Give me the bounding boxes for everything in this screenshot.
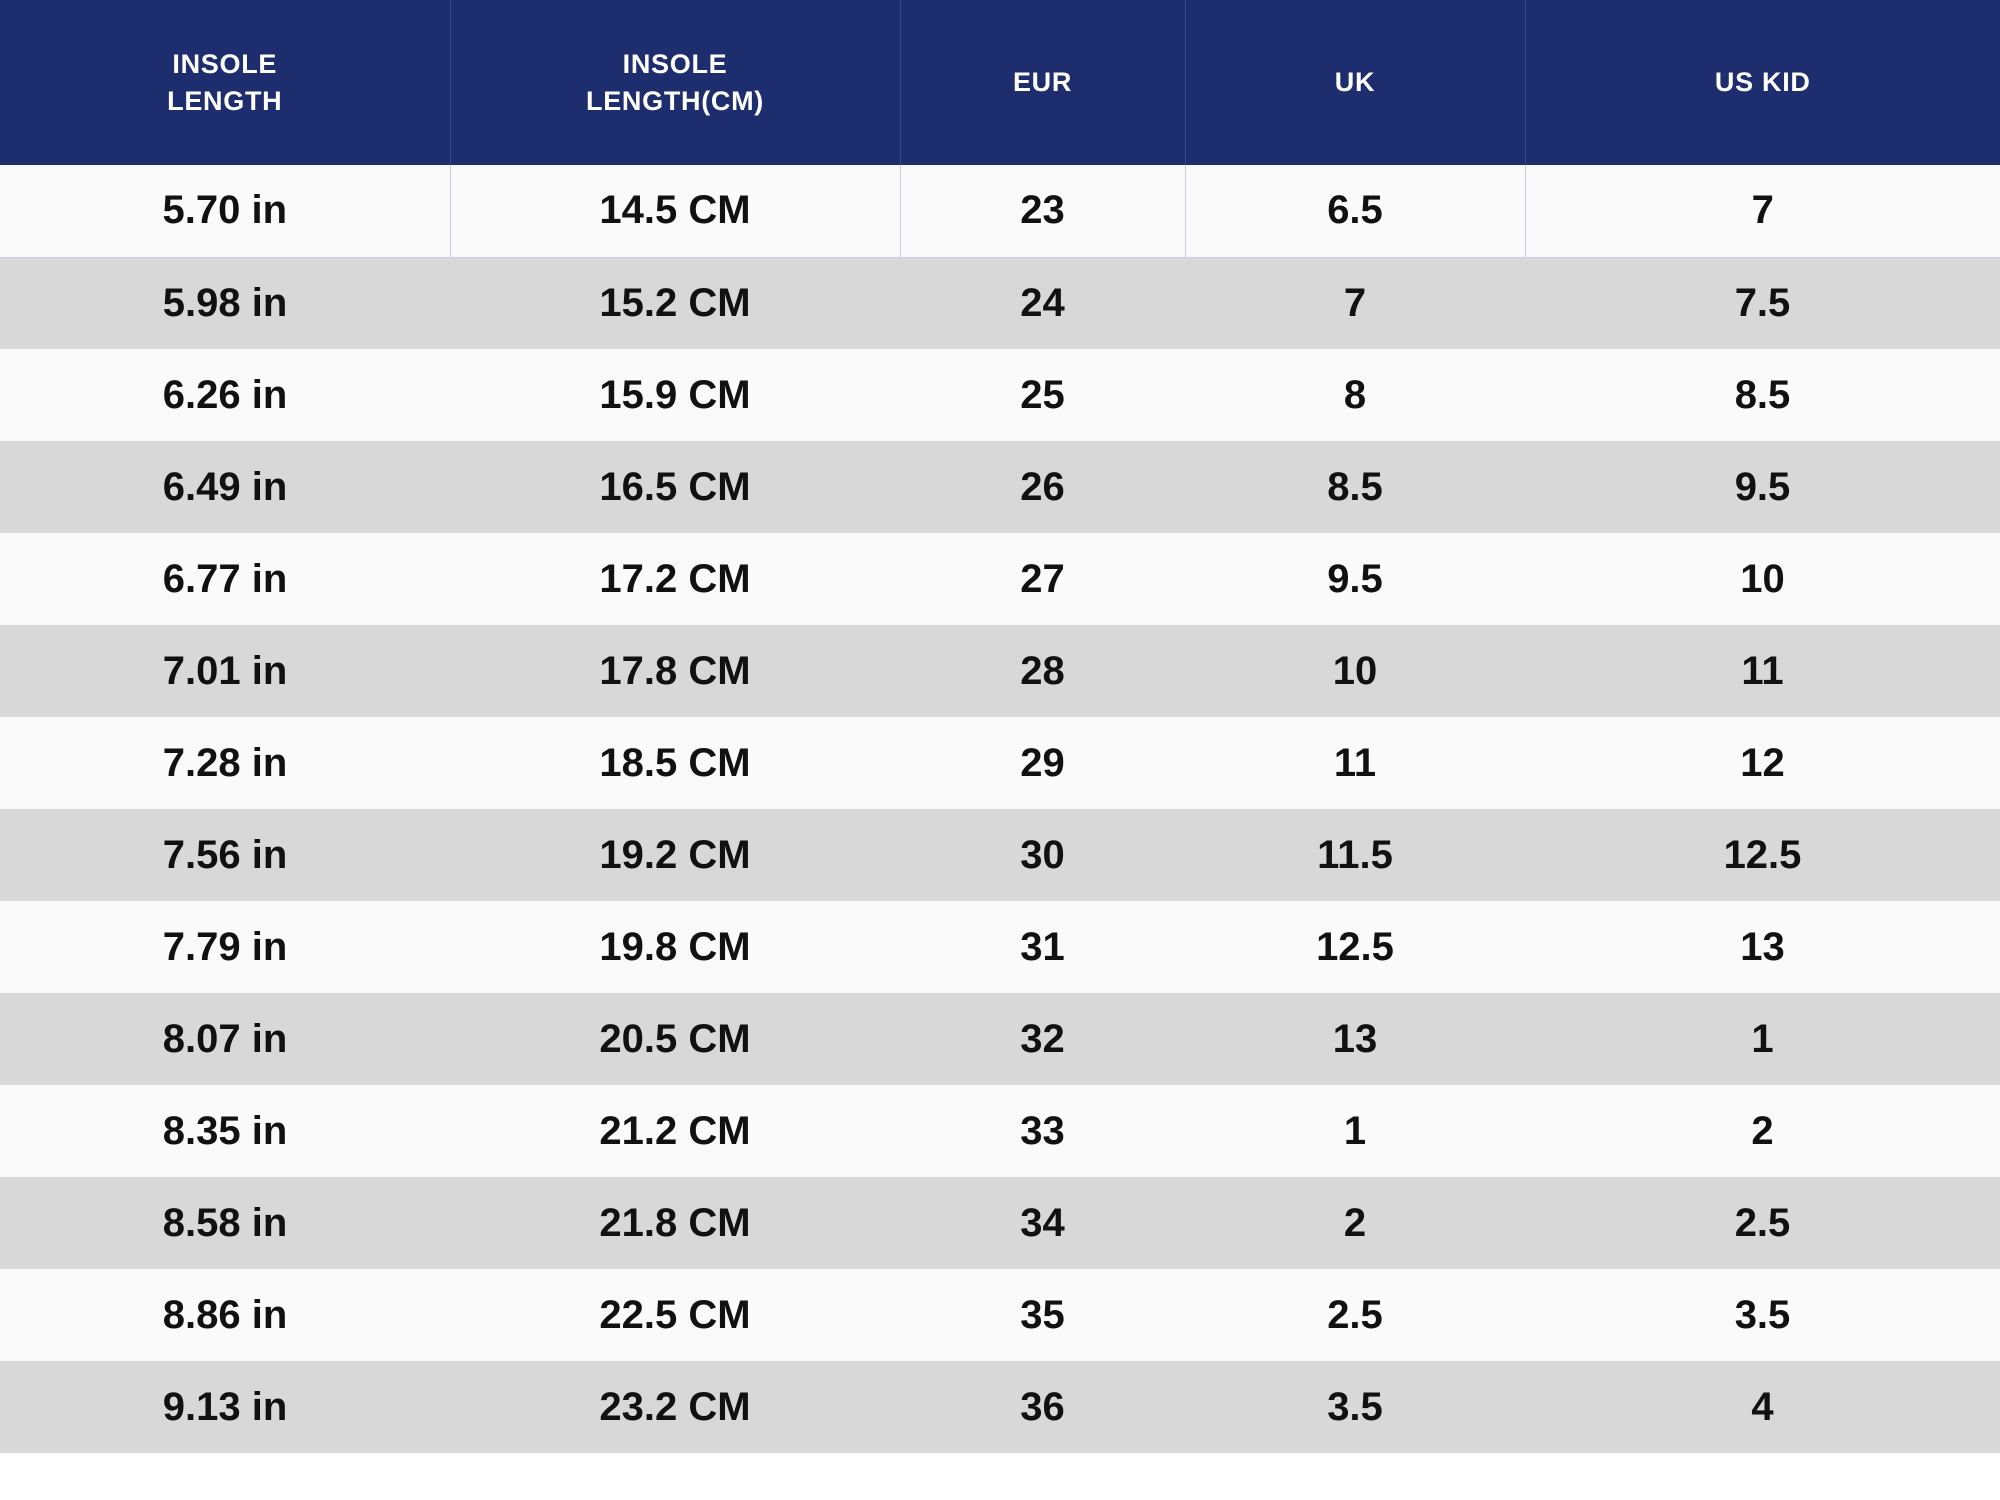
cell-insole-in: 7.28 in — [0, 717, 450, 809]
cell-us-kid: 7.5 — [1525, 257, 2000, 349]
cell-insole-cm: 23.2 CM — [450, 1361, 900, 1453]
header-row — [0, 0, 2000, 165]
table-row — [0, 1085, 2000, 1177]
cell-insole-cm: 16.5 CM — [450, 441, 900, 533]
cell-uk: 3.5 — [1185, 1361, 1525, 1453]
table-row — [0, 901, 2000, 993]
cell-insole-in: 7.79 in — [0, 901, 450, 993]
cell-insole-cm: 19.8 CM — [450, 901, 900, 993]
cell-us-kid: 1 — [1525, 993, 2000, 1085]
cell-eur: 25 — [900, 349, 1185, 441]
table-row — [0, 165, 2000, 257]
cell-eur: 28 — [900, 625, 1185, 717]
cell-uk: 12.5 — [1185, 901, 1525, 993]
table-row — [0, 1269, 2000, 1361]
cell-insole-in: 8.07 in — [0, 993, 450, 1085]
cell-insole-cm: 15.2 CM — [450, 257, 900, 349]
cell-us-kid: 7 — [1525, 165, 2000, 257]
cell-us-kid: 2 — [1525, 1085, 2000, 1177]
header-line-1: INSOLE — [172, 49, 278, 80]
cell-eur: 35 — [900, 1269, 1185, 1361]
column-header-insole-length-cm — [450, 0, 900, 165]
cell-us-kid: 4 — [1525, 1361, 2000, 1453]
cell-eur: 26 — [900, 441, 1185, 533]
cell-insole-cm: 15.9 CM — [450, 349, 900, 441]
cell-insole-cm: 14.5 CM — [450, 165, 900, 257]
table-row — [0, 717, 2000, 809]
cell-insole-in: 7.56 in — [0, 809, 450, 901]
cell-eur: 32 — [900, 993, 1185, 1085]
cell-uk: 2.5 — [1185, 1269, 1525, 1361]
cell-us-kid: 12 — [1525, 717, 2000, 809]
cell-insole-cm: 22.5 CM — [450, 1269, 900, 1361]
cell-insole-in: 5.70 in — [0, 165, 450, 257]
cell-eur: 33 — [900, 1085, 1185, 1177]
cell-insole-in: 9.13 in — [0, 1361, 450, 1453]
table-row — [0, 533, 2000, 625]
cell-uk: 2 — [1185, 1177, 1525, 1269]
table-row — [0, 441, 2000, 533]
cell-uk: 6.5 — [1185, 165, 1525, 257]
cell-us-kid: 10 — [1525, 533, 2000, 625]
table-row — [0, 1361, 2000, 1453]
cell-uk: 11.5 — [1185, 809, 1525, 901]
cell-us-kid: 8.5 — [1525, 349, 2000, 441]
cell-eur: 30 — [900, 809, 1185, 901]
cell-eur: 29 — [900, 717, 1185, 809]
header-line-2: LENGTH — [167, 85, 283, 116]
cell-eur: 27 — [900, 533, 1185, 625]
cell-us-kid: 9.5 — [1525, 441, 2000, 533]
column-header-uk: UK — [1185, 0, 1525, 165]
cell-insole-cm: 20.5 CM — [450, 993, 900, 1085]
cell-insole-cm: 17.8 CM — [450, 625, 900, 717]
table-row — [0, 625, 2000, 717]
cell-insole-in: 8.35 in — [0, 1085, 450, 1177]
cell-us-kid: 2.5 — [1525, 1177, 2000, 1269]
cell-insole-cm: 21.2 CM — [450, 1085, 900, 1177]
cell-insole-in: 8.58 in — [0, 1177, 450, 1269]
header-line-2: LENGTH(CM) — [586, 85, 764, 116]
cell-eur: 24 — [900, 257, 1185, 349]
cell-uk: 8.5 — [1185, 441, 1525, 533]
cell-uk: 11 — [1185, 717, 1525, 809]
table-row — [0, 349, 2000, 441]
cell-eur: 34 — [900, 1177, 1185, 1269]
cell-insole-in: 6.26 in — [0, 349, 450, 441]
cell-eur: 31 — [900, 901, 1185, 993]
cell-insole-cm: 19.2 CM — [450, 809, 900, 901]
cell-insole-in: 6.77 in — [0, 533, 450, 625]
table-row — [0, 993, 2000, 1085]
column-header-eur: EUR — [900, 0, 1185, 165]
cell-uk: 7 — [1185, 257, 1525, 349]
cell-insole-in: 6.49 in — [0, 441, 450, 533]
column-header-insole-length-in — [0, 0, 450, 165]
cell-insole-cm: 18.5 CM — [450, 717, 900, 809]
cell-us-kid: 11 — [1525, 625, 2000, 717]
cell-insole-cm: 17.2 CM — [450, 533, 900, 625]
cell-eur: 23 — [900, 165, 1185, 257]
cell-us-kid: 13 — [1525, 901, 2000, 993]
cell-insole-cm: 21.8 CM — [450, 1177, 900, 1269]
cell-eur: 36 — [900, 1361, 1185, 1453]
column-header-us-kid: US KID — [1525, 0, 2000, 165]
cell-insole-in: 7.01 in — [0, 625, 450, 717]
table-row — [0, 257, 2000, 349]
table-row — [0, 809, 2000, 901]
cell-us-kid: 12.5 — [1525, 809, 2000, 901]
cell-us-kid: 3.5 — [1525, 1269, 2000, 1361]
cell-insole-in: 8.86 in — [0, 1269, 450, 1361]
cell-uk: 8 — [1185, 349, 1525, 441]
cell-uk: 1 — [1185, 1085, 1525, 1177]
cell-uk: 10 — [1185, 625, 1525, 717]
cell-uk: 9.5 — [1185, 533, 1525, 625]
table-header — [0, 0, 2000, 165]
cell-insole-in: 5.98 in — [0, 257, 450, 349]
header-line-1: INSOLE — [622, 49, 728, 80]
table-row — [0, 1177, 2000, 1269]
cell-uk: 13 — [1185, 993, 1525, 1085]
table-body — [0, 165, 2000, 1453]
